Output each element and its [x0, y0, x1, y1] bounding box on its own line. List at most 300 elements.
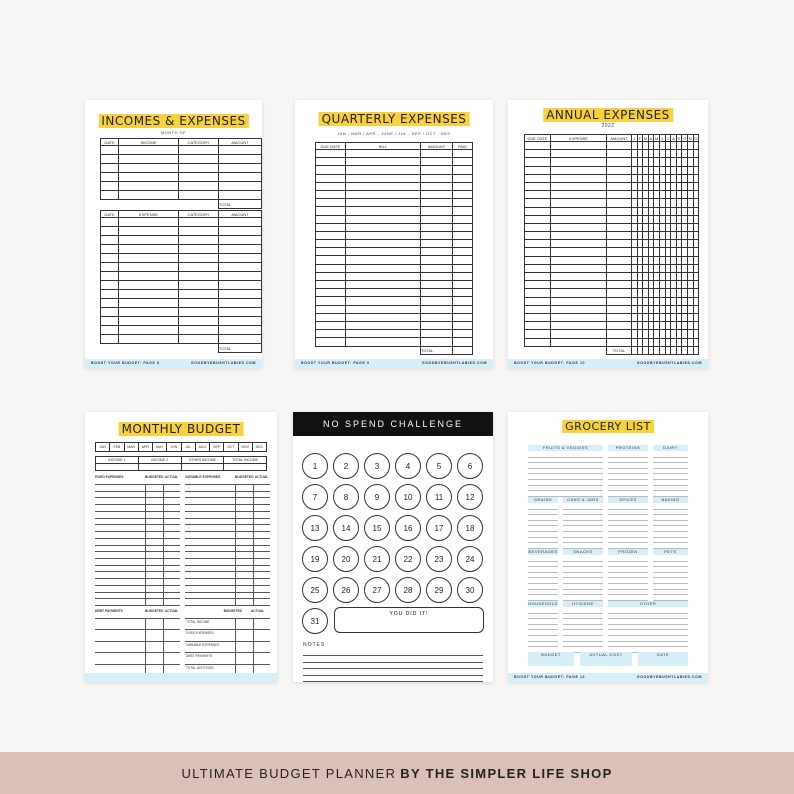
grocery-line [608, 566, 648, 567]
day-circle: 31 [302, 608, 328, 634]
cell [551, 207, 607, 215]
cell [525, 281, 551, 289]
grocery-category: SPICES [608, 497, 648, 503]
cell [346, 289, 421, 297]
cell [607, 313, 632, 321]
table-row [316, 199, 473, 207]
table-row [101, 182, 262, 191]
cell [607, 322, 632, 330]
month-cell: AUG [195, 443, 209, 452]
cell [693, 264, 699, 272]
cell [551, 264, 607, 272]
grocery-line [528, 635, 558, 636]
grocery-line [608, 473, 648, 474]
page-footer [295, 359, 493, 368]
table-row [101, 155, 262, 164]
day-circle: 2 [333, 453, 359, 479]
footer-left: BOOST YOUR BUDGET: PAGE 9 [301, 361, 370, 365]
day-circle: 3 [364, 453, 390, 479]
grocery-line [528, 641, 558, 642]
footer-left: BOOST YOUR BUDGET: PAGE 14 [514, 675, 586, 679]
cell [453, 240, 473, 248]
cell [551, 142, 607, 150]
cell [421, 158, 453, 166]
cell [525, 158, 551, 166]
table-row [525, 174, 699, 182]
cell [101, 263, 119, 272]
table-row [525, 158, 699, 166]
grocery-line [563, 572, 603, 573]
day-circle: 15 [364, 515, 390, 541]
header-row [101, 211, 262, 218]
cell [421, 231, 453, 239]
page-footer [85, 359, 262, 368]
day-circle: 21 [364, 546, 390, 572]
annual-expenses-page [508, 100, 708, 368]
cell [551, 166, 607, 174]
grocery-category: PROTEINS [608, 445, 648, 451]
cell [316, 272, 346, 280]
cell [101, 218, 119, 227]
cell [453, 297, 473, 305]
day-circle: 30 [457, 577, 483, 603]
monthly-budget-page [85, 412, 277, 682]
cell [316, 190, 346, 198]
table-row [316, 313, 473, 321]
cell [551, 232, 607, 240]
cell [219, 326, 262, 335]
column-header: EXPENSE [119, 211, 179, 218]
grocery-line [608, 490, 648, 491]
total-box: ACTUAL COST [580, 652, 632, 666]
grocery-line [608, 572, 648, 573]
grocery-line [608, 457, 648, 458]
column-header: DATE [101, 211, 119, 218]
total-label: TOTAL [219, 200, 262, 209]
cell [101, 191, 119, 200]
cell [453, 281, 473, 289]
cell [607, 289, 632, 297]
notes-line [303, 668, 483, 669]
cell [346, 223, 421, 231]
cell [693, 182, 699, 190]
cell [101, 182, 119, 191]
cell [551, 305, 607, 313]
row-line [185, 598, 270, 599]
table-row [316, 158, 473, 166]
header-row [525, 135, 699, 142]
cell [179, 155, 219, 164]
grocery-category: HYGIENE [563, 601, 603, 607]
grocery-line [608, 514, 648, 515]
page-subtitle: 2022 [601, 123, 615, 129]
row-line [95, 565, 180, 566]
cell [179, 254, 219, 263]
grocery-line [653, 520, 688, 521]
column-header: O [683, 135, 687, 141]
grocery-line [608, 537, 648, 538]
column-header: DUE DATE [316, 143, 346, 150]
cell [316, 199, 346, 207]
cell [119, 308, 179, 317]
cell [607, 240, 632, 248]
column-header: CATEGORY [179, 139, 219, 146]
grocery-line [528, 490, 603, 491]
income-label-row [96, 457, 267, 464]
bottom-banner [0, 752, 794, 794]
day-circle: 20 [333, 546, 359, 572]
cell [693, 232, 699, 240]
cell [453, 338, 473, 346]
row-line [95, 531, 180, 532]
grocery-line [563, 613, 603, 614]
notes-line [303, 681, 483, 682]
grocery-category: HOUSEHOLD [528, 601, 558, 606]
cell [219, 317, 262, 326]
row-line [95, 571, 180, 572]
column-header: N [688, 135, 692, 141]
cell [316, 330, 346, 338]
day-circle: 29 [426, 577, 452, 603]
grocery-line [653, 577, 688, 578]
cell [693, 142, 699, 150]
grocery-line [528, 520, 558, 521]
grocery-line [608, 613, 688, 614]
table-row [316, 174, 473, 182]
grocery-line [528, 589, 558, 590]
income-value [181, 464, 224, 471]
row-line [95, 652, 180, 653]
table-row [101, 308, 262, 317]
cell [179, 164, 219, 173]
cell [179, 245, 219, 254]
cell [551, 338, 607, 346]
cell [179, 335, 219, 344]
cell [525, 289, 551, 297]
table-row [525, 313, 699, 321]
column-header: J [633, 135, 636, 141]
cell [421, 281, 453, 289]
cell [551, 158, 607, 166]
row-line [95, 484, 180, 485]
row-line [95, 518, 180, 519]
grocery-category: BEVERAGES [528, 549, 558, 554]
income-label: INCOME 2 [138, 457, 181, 464]
cell [551, 346, 607, 354]
column-header: F [638, 135, 642, 141]
cell [421, 256, 453, 264]
header-row [316, 143, 473, 150]
cell [421, 338, 453, 346]
column-header: J [661, 135, 664, 141]
column-header: DUE DATE [525, 135, 551, 142]
column-line [253, 484, 254, 605]
table-row [525, 322, 699, 330]
done-label: YOU DID IT! [389, 611, 429, 617]
grocery-line [608, 509, 648, 510]
row-line [95, 578, 180, 579]
cell [101, 155, 119, 164]
row-line [185, 531, 270, 532]
cell [316, 313, 346, 321]
cell [219, 299, 262, 308]
cell [693, 215, 699, 223]
cell [525, 150, 551, 158]
cell [316, 346, 346, 354]
column-header: CATEGORY [179, 211, 219, 218]
cell [551, 182, 607, 190]
block-header-label: BUDGETED [223, 609, 243, 613]
footer-right: GOODBYEBUSHTLABIES.COM [190, 361, 256, 365]
cell [453, 248, 473, 256]
summary-row-label: VARIABLE EXPENSES [186, 642, 220, 647]
grocery-line [608, 520, 648, 521]
row-line [95, 629, 180, 630]
cell [101, 272, 119, 281]
day-circle: 7 [302, 484, 328, 510]
cell [525, 346, 551, 354]
cell [421, 240, 453, 248]
grocery-line [608, 629, 688, 630]
cell [551, 248, 607, 256]
cell [693, 273, 699, 281]
row-line [185, 652, 270, 653]
grocery-line [608, 589, 648, 590]
column-header: AMOUNT [219, 211, 262, 218]
income-value [224, 464, 267, 471]
cell [179, 200, 219, 209]
row-line [185, 545, 270, 546]
income-table [95, 456, 267, 471]
row-line [95, 664, 180, 665]
grocery-category: SNACKS [563, 549, 603, 555]
grocery-line [653, 589, 688, 590]
grocery-line [528, 468, 603, 469]
grocery-line [653, 509, 688, 510]
cell [346, 248, 421, 256]
income-value-row [96, 464, 267, 471]
grocery-line [653, 468, 688, 469]
cell [693, 199, 699, 207]
cell [101, 326, 119, 335]
cell [346, 150, 421, 158]
grocery-line [563, 531, 603, 532]
cell [525, 223, 551, 231]
cell [421, 174, 453, 182]
cell [219, 254, 262, 263]
cell [453, 158, 473, 166]
grocery-line [528, 618, 558, 619]
grocery-line [608, 468, 648, 469]
day-circle: 19 [302, 546, 328, 572]
cell [453, 313, 473, 321]
cell [525, 240, 551, 248]
grocery-line [528, 537, 558, 538]
cell [219, 182, 262, 191]
cell [346, 207, 421, 215]
row-line [95, 511, 180, 512]
cell [453, 305, 473, 313]
cell [421, 264, 453, 272]
column-header: J [666, 135, 669, 141]
cell [693, 330, 699, 338]
table-row [316, 338, 473, 346]
day-circle: 12 [457, 484, 483, 510]
block-header-label: BUDGETED [145, 475, 164, 479]
block-header-label: BUDGETED [235, 475, 254, 479]
block-header-label: ACTUAL [254, 475, 269, 479]
grocery-line [528, 473, 603, 474]
table-row [101, 173, 262, 182]
footer-right: GOODBYEBUSHTLABIES.COM [421, 361, 487, 365]
day-circle: 16 [395, 515, 421, 541]
cell [316, 223, 346, 231]
row-line [95, 524, 180, 525]
cell [316, 150, 346, 158]
cell [453, 174, 473, 182]
column-line [163, 618, 164, 675]
table-row [525, 182, 699, 190]
column-header: AMOUNT [421, 143, 453, 150]
grocery-line [528, 577, 558, 578]
grocery-category: CANS & JARS [563, 497, 603, 503]
grocery-line [528, 594, 558, 595]
cell [453, 231, 473, 239]
day-circle: 11 [426, 484, 452, 510]
grocery-line [653, 485, 688, 486]
row-line [185, 524, 270, 525]
total-label: TOTAL [421, 346, 453, 354]
cell [551, 199, 607, 207]
grocery-line [608, 641, 688, 642]
grocery-line [653, 514, 688, 515]
cell [421, 190, 453, 198]
table-row [316, 150, 473, 158]
cell [421, 182, 453, 190]
cell [525, 166, 551, 174]
banner-bold-text: BY THE SIMPLER LIFE SHOP [400, 765, 613, 781]
cell [179, 182, 219, 191]
cell [179, 173, 219, 182]
expense-table [100, 210, 262, 353]
row-line [185, 551, 270, 552]
grocery-line [563, 514, 603, 515]
grocery-line [563, 509, 603, 510]
block-header-label: ACTUAL [250, 609, 265, 613]
cell [607, 174, 632, 182]
row-line [185, 592, 270, 593]
row-line [185, 585, 270, 586]
grocery-list-page [508, 412, 708, 682]
grocery-line [653, 583, 688, 584]
cell [607, 232, 632, 240]
cell [551, 174, 607, 182]
page-subtitle: MONTH OF [160, 130, 187, 135]
cell [346, 313, 421, 321]
day-circle: 17 [426, 515, 452, 541]
table-row [525, 232, 699, 240]
row-line [95, 497, 180, 498]
cell [119, 326, 179, 335]
cell [551, 297, 607, 305]
grocery-line [563, 618, 603, 619]
done-box [334, 607, 484, 633]
grocery-line [653, 537, 688, 538]
grocery-line [608, 531, 648, 532]
grocery-line [563, 629, 603, 630]
cell [551, 240, 607, 248]
row-line [95, 598, 180, 599]
cell [607, 150, 632, 158]
footer-right: GOODBYEBUSHTLABIES.COM [636, 361, 702, 365]
cell [316, 305, 346, 313]
cell [179, 272, 219, 281]
cell [693, 207, 699, 215]
cell [119, 263, 179, 272]
grocery-line [528, 613, 558, 614]
cell [316, 264, 346, 272]
cell [219, 227, 262, 236]
block-header-label: ACTUAL [164, 475, 179, 479]
grocery-line [653, 457, 688, 458]
cell [101, 281, 119, 290]
cell [453, 207, 473, 215]
cell [346, 190, 421, 198]
grocery-line [528, 531, 558, 532]
grocery-line [528, 583, 558, 584]
cell [693, 281, 699, 289]
day-circle: 5 [426, 453, 452, 479]
cell [551, 150, 607, 158]
cell [607, 191, 632, 199]
table-row [316, 264, 473, 272]
grocery-line [563, 561, 603, 562]
cell [119, 236, 179, 245]
summary-row-label: FIXED EXPENSES [186, 631, 214, 636]
table-row [525, 289, 699, 297]
cell [453, 215, 473, 223]
grocery-line [528, 572, 558, 573]
summary-row-label: DEBT PAYMENTS [186, 654, 213, 659]
cell [525, 207, 551, 215]
table-row [525, 191, 699, 199]
table-row [316, 330, 473, 338]
column-line [235, 484, 236, 605]
cell [525, 273, 551, 281]
grocery-line [563, 641, 603, 642]
income-label: TOTAL INCOME [224, 457, 267, 464]
table-row [101, 191, 262, 200]
month-cell: JAN [96, 443, 110, 452]
cell [119, 317, 179, 326]
grocery-line [563, 542, 603, 543]
grocery-line [563, 583, 603, 584]
cell [346, 174, 421, 182]
grocery-line [528, 479, 603, 480]
grocery-line [653, 531, 688, 532]
cell [525, 199, 551, 207]
grocery-line [653, 561, 688, 562]
grocery-line [608, 479, 648, 480]
month-cell: FEB [110, 443, 124, 452]
cell [119, 227, 179, 236]
cell [101, 173, 119, 182]
cell [693, 158, 699, 166]
column-header: A [649, 135, 653, 141]
cell [119, 344, 179, 353]
cell [551, 313, 607, 321]
cell [179, 299, 219, 308]
